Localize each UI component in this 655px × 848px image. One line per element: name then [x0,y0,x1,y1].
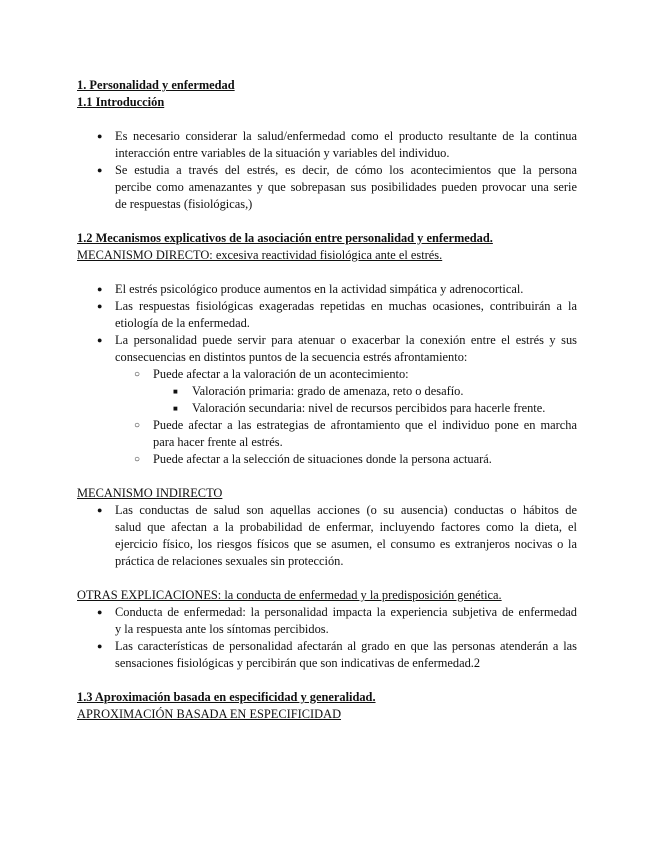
intro-item-2-line-3: de respuestas (fisiológicas,) [115,197,253,211]
intro-item-2-line-2: percibe como amenazantes y que sobrepasan sus posibilidades pueden provocar una serie [115,180,577,194]
bullet-icon: ● [97,301,103,311]
indirect-line-4: práctica de relaciones sexuales sin protección. [115,554,344,568]
direct-mechanism-label: MECANISMO DIRECTO: excesiva reactividad fisiológica ante el estrés. [77,248,443,262]
indirect-line-2: salud que afectan a la probabilidad de enfermar, incluyendo factores como la dieta, el [115,520,577,534]
specificity-label: APROXIMACIÓN BASADA EN ESPECIFICIDAD [77,707,342,721]
sub-item-2-line-2: para hacer frente al estrés. [153,435,283,449]
direct-item-3-line-1: La personalidad puede servir para atenuar o exacerbar la conexión entre el estrés y sus [115,333,577,347]
sub-item-2-line-1: Puede afectar a las estrategias de afrontamiento que el individuo pone en marcha [153,418,577,432]
subsection-heading-1-1: 1.1 Introducción [77,95,165,109]
other-item-2-line-1: Las características de personalidad afectarán al grado en que las personas atenderán a las [115,639,577,653]
direct-item-2-line-1: Las respuestas fisiológicas exageradas repetidas en muchas ocasiones, contribuirán a la [115,299,577,313]
section-heading-1: 1. Personalidad y enfermedad [77,78,235,92]
sub-item-3: Puede afectar a la selección de situaciones donde la persona actuará. [153,452,492,466]
circle-bullet-icon: ○ [134,369,141,380]
intro-item-1-line-1: Es necesario considerar la salud/enfermedad como el producto resultante de la continua [115,129,577,143]
square-bullet-icon: ■ [173,387,178,396]
circle-bullet-icon: ○ [134,420,141,431]
bullet-icon: ● [97,641,103,651]
sub-item-1: Puede afectar a la valoración de un acontecimiento: [153,367,409,381]
other-explanations-label: OTRAS EXPLICACIONES: la conducta de enfermedad y la predisposición genética. [77,588,502,602]
direct-item-2-line-2: etiología de la enfermedad. [115,316,250,330]
bullet-icon: ● [97,165,103,175]
bullet-icon: ● [97,335,103,345]
direct-item-1: El estrés psicológico produce aumentos en la actividad simpática y adrenocortical. [115,282,524,296]
indirect-mechanism-label: MECANISMO INDIRECTO [77,486,223,500]
other-item-1-line-2: y la respuesta ante los síntomas percibidos. [115,622,329,636]
square-bullet-icon: ■ [173,404,178,413]
bullet-icon: ● [97,284,103,294]
bullet-icon: ● [97,607,103,617]
bullet-icon: ● [97,505,103,515]
other-item-2-line-2: sensaciones fisiológicas y percibirán que son indicativas de enfermedad.2 [115,656,481,670]
direct-item-3-line-2: consecuencias en distintos puntos de la secuencia estrés afrontamiento: [115,350,468,364]
indirect-line-3: ejercicio físico, los riesgos físicos que se asumen, el consumo es extranjeros nocivas o la [115,537,577,551]
sub-sub-item-2: Valoración secundaria: nivel de recursos percibidos para hacerle frente. [192,401,546,415]
intro-item-2-line-1: Se estudia a través del estrés, es decir, de cómo los acontecimientos que la persona [115,163,577,177]
subsection-heading-1-3: 1.3 Aproximación basada en especificidad y generalidad. [77,690,376,704]
sub-sub-item-1: Valoración primaria: grado de amenaza, reto o desafío. [192,384,464,398]
intro-item-1-line-2: interacción entre variables de la situación y variables del individuo. [115,146,450,160]
circle-bullet-icon: ○ [134,454,141,465]
other-item-1-line-1: Conducta de enfermedad: la personalidad impacta la experiencia subjetiva de enfermedad [115,605,577,619]
subsection-heading-1-2: 1.2 Mecanismos explicativos de la asociación entre personalidad y enfermedad. [77,231,493,245]
bullet-icon: ● [97,131,103,141]
indirect-line-1: Las conductas de salud son aquellas acciones (o su ausencia) conductas o hábitos de [115,503,577,517]
